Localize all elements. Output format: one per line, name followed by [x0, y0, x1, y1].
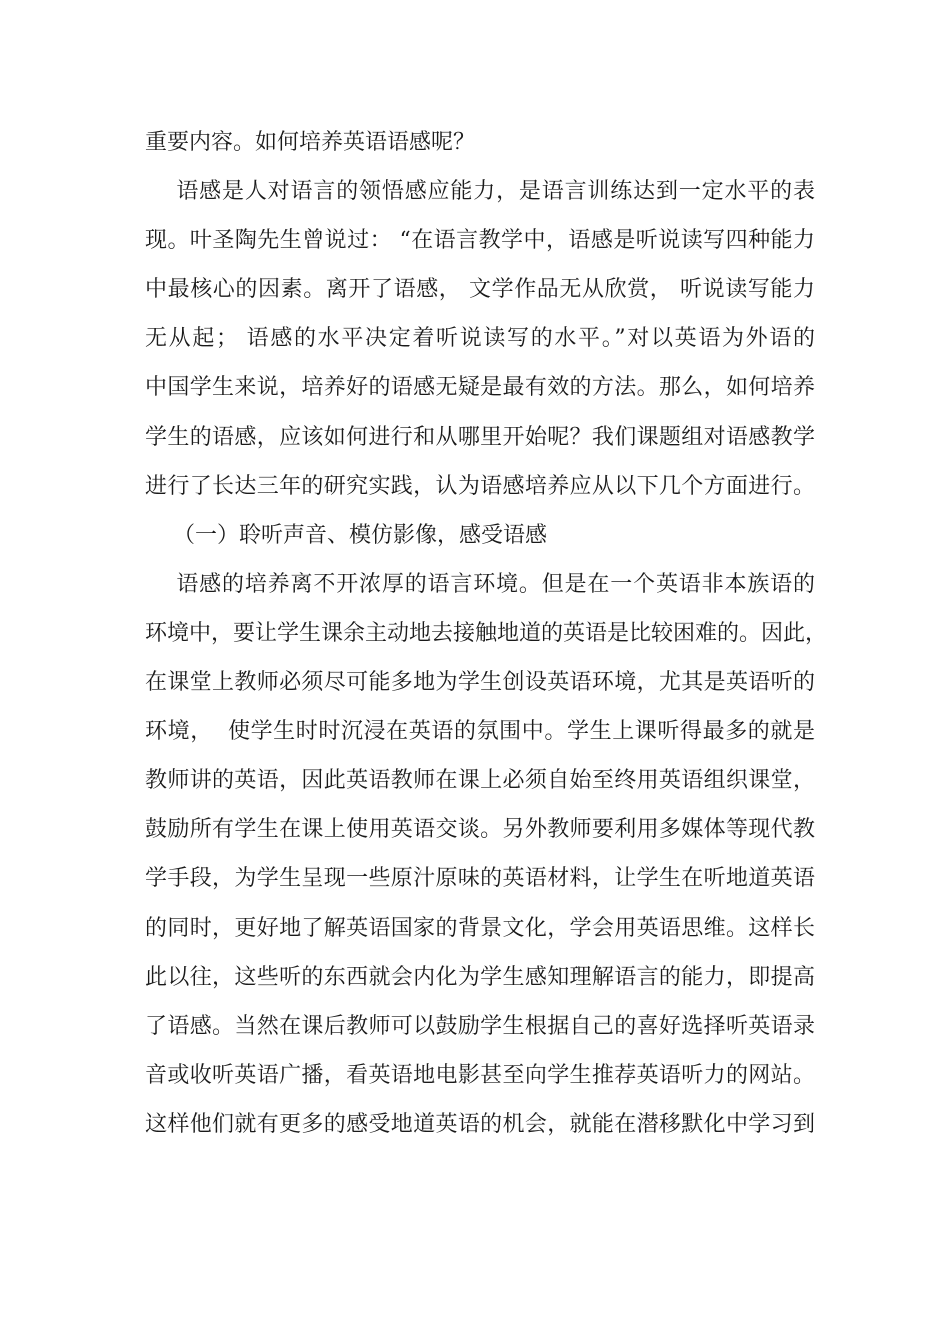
- text-line: 的同时，更好地了解英语国家的背景文化，学会用英语思维。这样长: [145, 915, 815, 941]
- text-line: 音或收听英语广播，看英语地电影甚至向学生推荐英语听力的网站。: [145, 1062, 815, 1088]
- text-line: 重要内容。如何培养英语语感呢？: [145, 130, 476, 155]
- section-heading: （一）聆听声音、模仿影像，感受语感: [145, 522, 547, 548]
- text-line: 环境中，要让学生课余主动地去接触地道的英语是比较困难的。因此，: [145, 620, 828, 646]
- text-line: 此以往，这些听的东西就会内化为学生感知理解语言的能力，即提高: [145, 964, 815, 990]
- text-line: 无从起； 语感的水平决定着听说读写的水平。”对以英语为外语的: [145, 326, 815, 352]
- text-line: 环境， 使学生时时沉浸在英语的氛围中。学生上课听得最多的就是: [145, 719, 815, 745]
- text-line: 这样他们就有更多的感受地道英语的机会，就能在潜移默化中学习到: [145, 1111, 815, 1137]
- text-line: 中国学生来说，培养好的语感无疑是最有效的方法。那么，如何培养: [145, 375, 815, 401]
- text-line: 教师讲的英语，因此英语教师在课上必须自始至终用英语组织课堂，: [145, 768, 815, 794]
- text-line: 鼓励所有学生在课上使用英语交谈。另外教师要利用多媒体等现代教: [145, 817, 815, 843]
- text-line: 进行了长达三年的研究实践，认为语感培养应从以下几个方面进行。: [145, 473, 815, 499]
- text-line: 现。叶圣陶先生曾说过： “在语言教学中，语感是听说读写四种能力: [145, 228, 815, 254]
- text-line: 中最核心的因素。离开了语感， 文学作品无从欣赏， 听说读写能力: [145, 277, 815, 303]
- text-line: 学手段，为学生呈现一些原汁原味的英语材料，让学生在听地道英语: [145, 866, 815, 892]
- text-line: 学生的语感，应该如何进行和从哪里开始呢？我们课题组对语感教学: [145, 424, 815, 450]
- text-line: 语感是人对语言的领悟感应能力，是语言训练达到一定水平的表: [145, 179, 815, 205]
- text-line: 在课堂上教师必须尽可能多地为学生创设英语环境，尤其是英语听的: [145, 670, 815, 696]
- body-text: [145, 118, 828, 1149]
- text-line: 语感的培养离不开浓厚的语言环境。但是在一个英语非本族语的: [145, 571, 815, 597]
- text-line: 了语感。当然在课后教师可以鼓励学生根据自己的喜好选择听英语录: [145, 1013, 815, 1039]
